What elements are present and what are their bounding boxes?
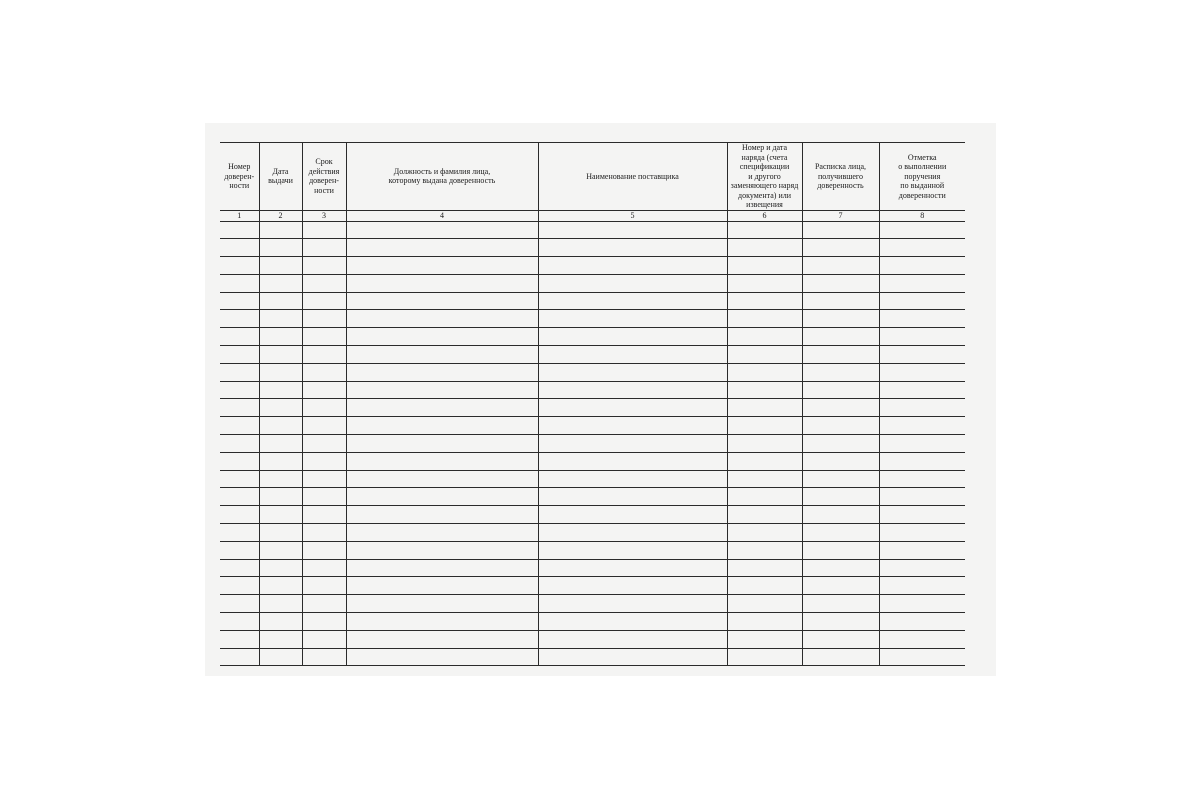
table-cell[interactable]	[302, 417, 346, 435]
table-cell[interactable]	[259, 221, 302, 239]
header-validity-period: Срок действия доверен- ности	[302, 143, 346, 211]
table-cell[interactable]	[538, 577, 727, 595]
table-cell[interactable]	[538, 417, 727, 435]
table-cell[interactable]	[220, 381, 259, 399]
table-cell[interactable]	[879, 524, 965, 542]
table-cell[interactable]	[302, 292, 346, 310]
table-cell[interactable]	[879, 346, 965, 364]
table-cell[interactable]	[879, 613, 965, 631]
table-cell[interactable]	[727, 381, 802, 399]
table-cell[interactable]	[727, 435, 802, 453]
table-cell[interactable]	[879, 452, 965, 470]
table-cell[interactable]	[302, 435, 346, 453]
table-cell[interactable]	[220, 274, 259, 292]
table-cell[interactable]	[302, 524, 346, 542]
table-cell[interactable]	[879, 363, 965, 381]
table-cell[interactable]	[879, 648, 965, 666]
table-cell[interactable]	[727, 452, 802, 470]
table-cell[interactable]	[727, 328, 802, 346]
table-cell[interactable]	[879, 417, 965, 435]
table-cell[interactable]	[346, 310, 538, 328]
table-cell[interactable]	[259, 541, 302, 559]
table-cell[interactable]	[727, 346, 802, 364]
column-number: 4	[346, 210, 538, 221]
header-attorney-number: Номер доверен- ности	[220, 143, 259, 211]
table-cell[interactable]	[346, 257, 538, 275]
table-row	[220, 595, 965, 613]
table-cell[interactable]	[346, 577, 538, 595]
table-cell[interactable]	[727, 363, 802, 381]
table-cell[interactable]	[220, 524, 259, 542]
table-cell[interactable]	[302, 274, 346, 292]
table-cell[interactable]	[220, 435, 259, 453]
table-cell[interactable]	[727, 399, 802, 417]
table-cell[interactable]	[220, 541, 259, 559]
table-cell[interactable]	[302, 399, 346, 417]
table-cell[interactable]	[802, 363, 879, 381]
header-supplier-name: Наименование поставщика	[538, 143, 727, 211]
table-cell[interactable]	[259, 470, 302, 488]
table-row	[220, 452, 965, 470]
table-row	[220, 541, 965, 559]
table-row	[220, 381, 965, 399]
column-number: 5	[538, 210, 727, 221]
table-cell[interactable]	[220, 648, 259, 666]
table-cell[interactable]	[220, 506, 259, 524]
table-cell[interactable]	[259, 310, 302, 328]
table-cell[interactable]	[802, 648, 879, 666]
table-cell[interactable]	[727, 524, 802, 542]
table-cell[interactable]	[346, 470, 538, 488]
table-row	[220, 630, 965, 648]
table-cell[interactable]	[802, 452, 879, 470]
table-row	[220, 257, 965, 275]
table-cell[interactable]	[259, 274, 302, 292]
table-row	[220, 559, 965, 577]
table-cell[interactable]	[879, 221, 965, 239]
table-cell[interactable]	[538, 435, 727, 453]
table-cell[interactable]	[220, 328, 259, 346]
table-cell[interactable]	[259, 452, 302, 470]
table-cell[interactable]	[802, 541, 879, 559]
table-cell[interactable]	[302, 559, 346, 577]
table-cell[interactable]	[538, 648, 727, 666]
table-cell[interactable]	[259, 559, 302, 577]
table-cell[interactable]	[302, 239, 346, 257]
table-cell[interactable]	[220, 452, 259, 470]
table-cell[interactable]	[346, 595, 538, 613]
table-cell[interactable]	[879, 595, 965, 613]
table-cell[interactable]	[727, 310, 802, 328]
table-cell[interactable]	[346, 363, 538, 381]
table-cell[interactable]	[259, 292, 302, 310]
table-cell[interactable]	[538, 595, 727, 613]
table-cell[interactable]	[727, 648, 802, 666]
table-cell[interactable]	[346, 417, 538, 435]
table-cell[interactable]	[727, 274, 802, 292]
table-cell[interactable]	[259, 613, 302, 631]
table-cell[interactable]	[879, 470, 965, 488]
table-cell[interactable]	[727, 470, 802, 488]
table-cell[interactable]	[727, 577, 802, 595]
table-row	[220, 399, 965, 417]
table-cell[interactable]	[259, 239, 302, 257]
table-cell[interactable]	[259, 630, 302, 648]
table-cell[interactable]	[302, 470, 346, 488]
column-number-row	[220, 210, 965, 221]
table-cell[interactable]	[802, 613, 879, 631]
table-cell[interactable]	[802, 577, 879, 595]
table-cell[interactable]	[879, 381, 965, 399]
table-cell[interactable]	[879, 257, 965, 275]
table-cell[interactable]	[538, 221, 727, 239]
table-row	[220, 577, 965, 595]
table-cell[interactable]	[346, 541, 538, 559]
table-cell[interactable]	[538, 310, 727, 328]
table-cell[interactable]	[727, 541, 802, 559]
table-cell[interactable]	[538, 328, 727, 346]
table-cell[interactable]	[259, 381, 302, 399]
table-cell[interactable]	[346, 488, 538, 506]
table-cell[interactable]	[220, 239, 259, 257]
table-cell[interactable]	[802, 524, 879, 542]
table-cell[interactable]	[346, 221, 538, 239]
table-cell[interactable]	[879, 541, 965, 559]
table-cell[interactable]	[302, 488, 346, 506]
table-cell[interactable]	[727, 559, 802, 577]
table-cell[interactable]	[727, 613, 802, 631]
table-row	[220, 346, 965, 364]
table-cell[interactable]	[302, 613, 346, 631]
table-cell[interactable]	[727, 257, 802, 275]
table-cell[interactable]	[802, 435, 879, 453]
table-cell[interactable]	[302, 506, 346, 524]
table-cell[interactable]	[538, 274, 727, 292]
table-cell[interactable]	[302, 541, 346, 559]
table-cell[interactable]	[727, 595, 802, 613]
table-cell[interactable]	[346, 435, 538, 453]
table-cell[interactable]	[802, 346, 879, 364]
table-row	[220, 239, 965, 257]
table-cell[interactable]	[259, 506, 302, 524]
table-cell[interactable]	[879, 506, 965, 524]
table-cell[interactable]	[302, 381, 346, 399]
column-number: 3	[302, 210, 346, 221]
table-cell[interactable]	[220, 292, 259, 310]
table-cell[interactable]	[259, 363, 302, 381]
table-row	[220, 328, 965, 346]
ledger-body	[220, 221, 965, 666]
table-cell[interactable]	[346, 613, 538, 631]
table-cell[interactable]	[259, 577, 302, 595]
table-cell[interactable]	[220, 488, 259, 506]
table-cell[interactable]	[538, 613, 727, 631]
table-row	[220, 613, 965, 631]
table-cell[interactable]	[538, 292, 727, 310]
table-cell[interactable]	[802, 257, 879, 275]
table-cell[interactable]	[302, 452, 346, 470]
table-cell[interactable]	[879, 310, 965, 328]
column-number: 2	[259, 210, 302, 221]
table-cell[interactable]	[346, 506, 538, 524]
table-cell[interactable]	[802, 559, 879, 577]
table-cell[interactable]	[538, 257, 727, 275]
table-cell[interactable]	[302, 310, 346, 328]
table-cell[interactable]	[302, 346, 346, 364]
table-cell[interactable]	[727, 506, 802, 524]
table-row	[220, 506, 965, 524]
table-cell[interactable]	[302, 630, 346, 648]
table-cell[interactable]	[802, 328, 879, 346]
table-cell[interactable]	[879, 488, 965, 506]
table-row	[220, 435, 965, 453]
table-cell[interactable]	[538, 363, 727, 381]
table-cell[interactable]	[346, 292, 538, 310]
table-cell[interactable]	[259, 488, 302, 506]
table-cell[interactable]	[538, 559, 727, 577]
table-cell[interactable]	[220, 595, 259, 613]
table-cell[interactable]	[259, 328, 302, 346]
table-cell[interactable]	[302, 595, 346, 613]
table-cell[interactable]	[879, 630, 965, 648]
power-of-attorney-ledger	[220, 142, 965, 666]
table-cell[interactable]	[538, 452, 727, 470]
table-cell[interactable]	[346, 399, 538, 417]
table-cell[interactable]	[220, 363, 259, 381]
table-row	[220, 648, 965, 666]
table-cell[interactable]	[879, 559, 965, 577]
table-cell[interactable]	[259, 435, 302, 453]
table-cell[interactable]	[879, 328, 965, 346]
table-cell[interactable]	[727, 630, 802, 648]
column-number: 6	[727, 210, 802, 221]
header-receipt-signature: Расписка лица, получившего доверенность	[802, 143, 879, 211]
table-cell[interactable]	[220, 630, 259, 648]
column-number: 1	[220, 210, 259, 221]
table-row	[220, 363, 965, 381]
table-cell[interactable]	[727, 292, 802, 310]
table-cell[interactable]	[346, 524, 538, 542]
table-cell[interactable]	[346, 239, 538, 257]
table-cell[interactable]	[879, 435, 965, 453]
table-cell[interactable]	[802, 630, 879, 648]
table-row	[220, 488, 965, 506]
table-cell[interactable]	[879, 239, 965, 257]
table-row	[220, 292, 965, 310]
table-cell[interactable]	[538, 524, 727, 542]
table-cell[interactable]	[220, 399, 259, 417]
table-cell[interactable]	[346, 381, 538, 399]
table-cell[interactable]	[220, 310, 259, 328]
column-number: 8	[879, 210, 965, 221]
table-cell[interactable]	[879, 274, 965, 292]
header-row	[220, 143, 965, 211]
table-cell[interactable]	[538, 239, 727, 257]
table-cell[interactable]	[538, 506, 727, 524]
table-cell[interactable]	[259, 257, 302, 275]
table-cell[interactable]	[802, 274, 879, 292]
column-number: 7	[802, 210, 879, 221]
table-cell[interactable]	[346, 648, 538, 666]
table-cell[interactable]	[879, 577, 965, 595]
table-cell[interactable]	[802, 381, 879, 399]
table-row	[220, 470, 965, 488]
table-cell[interactable]	[802, 310, 879, 328]
header-completion-mark: Отметка о выполнении поручения по выданной доверенности	[879, 143, 965, 211]
table-row	[220, 221, 965, 239]
table-cell[interactable]	[302, 363, 346, 381]
table-cell[interactable]	[802, 470, 879, 488]
table-cell[interactable]	[259, 524, 302, 542]
header-issue-date: Дата выдачи	[259, 143, 302, 211]
table-cell[interactable]	[538, 399, 727, 417]
table-cell[interactable]	[802, 506, 879, 524]
table-cell[interactable]	[346, 452, 538, 470]
table-cell[interactable]	[802, 595, 879, 613]
table-cell[interactable]	[879, 292, 965, 310]
table-cell[interactable]	[220, 613, 259, 631]
table-cell[interactable]	[802, 221, 879, 239]
table-cell[interactable]	[802, 239, 879, 257]
table-row	[220, 310, 965, 328]
table-row	[220, 417, 965, 435]
table-cell[interactable]	[346, 559, 538, 577]
table-cell[interactable]	[802, 488, 879, 506]
table-cell[interactable]	[346, 328, 538, 346]
table-cell[interactable]	[802, 399, 879, 417]
table-cell[interactable]	[346, 630, 538, 648]
table-cell[interactable]	[302, 328, 346, 346]
table-cell[interactable]	[802, 417, 879, 435]
table-cell[interactable]	[727, 417, 802, 435]
table-cell[interactable]	[538, 470, 727, 488]
table-cell[interactable]	[302, 257, 346, 275]
table-cell[interactable]	[220, 417, 259, 435]
table-cell[interactable]	[220, 559, 259, 577]
table-cell[interactable]	[538, 346, 727, 364]
table-cell[interactable]	[538, 630, 727, 648]
table-cell[interactable]	[220, 346, 259, 364]
table-cell[interactable]	[727, 239, 802, 257]
table-cell[interactable]	[538, 541, 727, 559]
table-cell[interactable]	[259, 399, 302, 417]
table-cell[interactable]	[259, 648, 302, 666]
table-cell[interactable]	[259, 595, 302, 613]
header-order-number-date: Номер и дата наряда (счета спецификации и другого заменяющего наряд документа) или извещения	[727, 143, 802, 211]
table-cell[interactable]	[220, 577, 259, 595]
table-cell[interactable]	[220, 470, 259, 488]
table-cell[interactable]	[259, 346, 302, 364]
table-row	[220, 524, 965, 542]
table-cell[interactable]	[302, 221, 346, 239]
table-cell[interactable]	[727, 221, 802, 239]
table-cell[interactable]	[302, 648, 346, 666]
header-position-name: Должность и фамилия лица, которому выдана доверенность	[346, 143, 538, 211]
table-cell[interactable]	[346, 274, 538, 292]
table-cell[interactable]	[220, 221, 259, 239]
table-cell[interactable]	[538, 488, 727, 506]
table-cell[interactable]	[346, 346, 538, 364]
table-cell[interactable]	[727, 488, 802, 506]
table-cell[interactable]	[259, 417, 302, 435]
table-cell[interactable]	[302, 577, 346, 595]
table-cell[interactable]	[220, 257, 259, 275]
table-cell[interactable]	[538, 381, 727, 399]
table-row	[220, 274, 965, 292]
table-cell[interactable]	[879, 399, 965, 417]
table-cell[interactable]	[802, 292, 879, 310]
